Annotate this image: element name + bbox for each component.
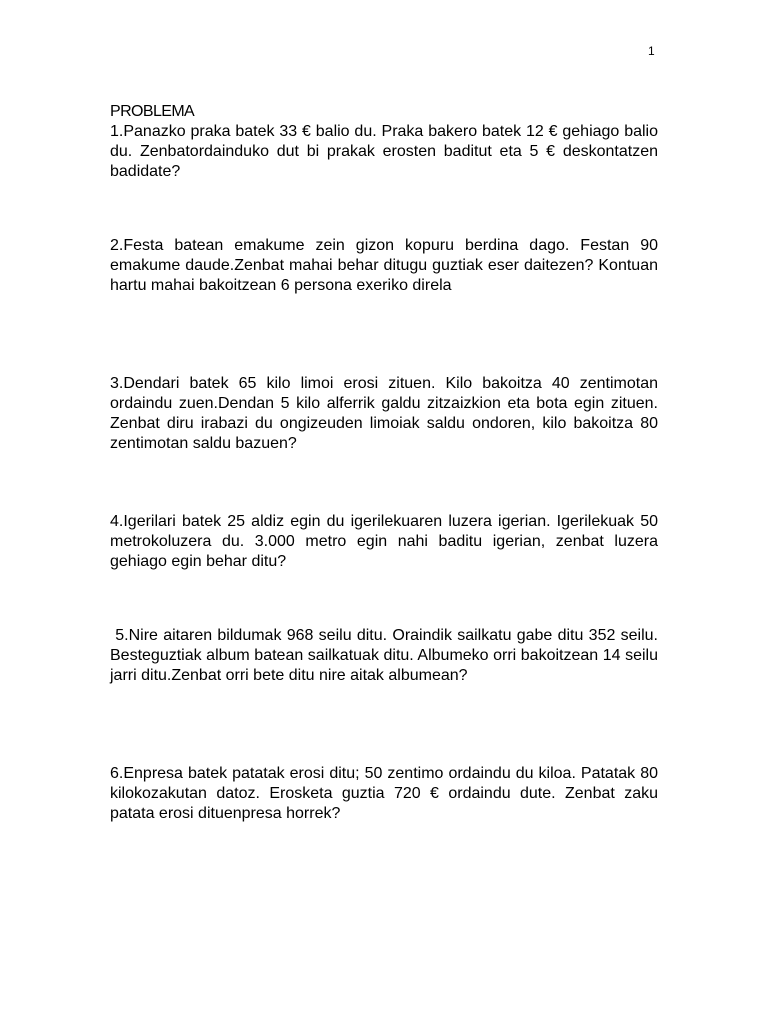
document-title: PROBLEMA	[110, 103, 195, 120]
problem-2: 2.Festa batean emakume zein gizon kopuru berdina dago. Festan 90 emakume daude.Zenbat mahai behar ditugu guztiak eser daitezen? Kontuan hartu mahai bakoitzean 6 persona exeriko direla	[110, 237, 658, 294]
problem-6: 6.Enpresa batek patatak erosi ditu; 50 zentimo ordaindu du kiloa. Patatak 80 kilokozakutan datoz. Erosketa guztia 720 € ordaindu dute. Zenbat zaku patata erosi dituenpresa horrek?	[110, 765, 658, 822]
problem-3: 3.Dendari batek 65 kilo limoi erosi zituen. Kilo bakoitza 40 zentimotan ordaindu zuen.Dendan 5 kilo alferrik galdu zitzaizkion eta bota egin zituen. Zenbat diru irabazi du ongizeuden limoiak saldu ondoren, kilo bakoitza 80 zentimotan saldu bazuen?	[110, 375, 658, 452]
problem-1: 1.Panazko praka batek 33 € balio du. Praka bakero batek 12 € gehiago balio du. Zenbatordainduko dut bi prakak erosten baditut eta 5 € deskontatzen badidate?	[110, 123, 658, 180]
problem-5: 5.Nire aitaren bildumak 968 seilu ditu. Oraindik sailkatu gabe ditu 352 seilu. Besteguztiak album batean sailkatuak ditu. Albumeko orri bakoitzean 14 seilu jarri ditu.Zenbat orri bete ditu nire aitak albumean?	[110, 627, 658, 684]
problem-4: 4.Igerilari batek 25 aldiz egin du igerilekuaren luzera igerian. Igerilekuak 50 metrokoluzera du. 3.000 metro egin nahi baditu igerian, zenbat luzera gehiago egin behar ditu?	[110, 513, 658, 570]
page-number: 1	[648, 44, 655, 58]
